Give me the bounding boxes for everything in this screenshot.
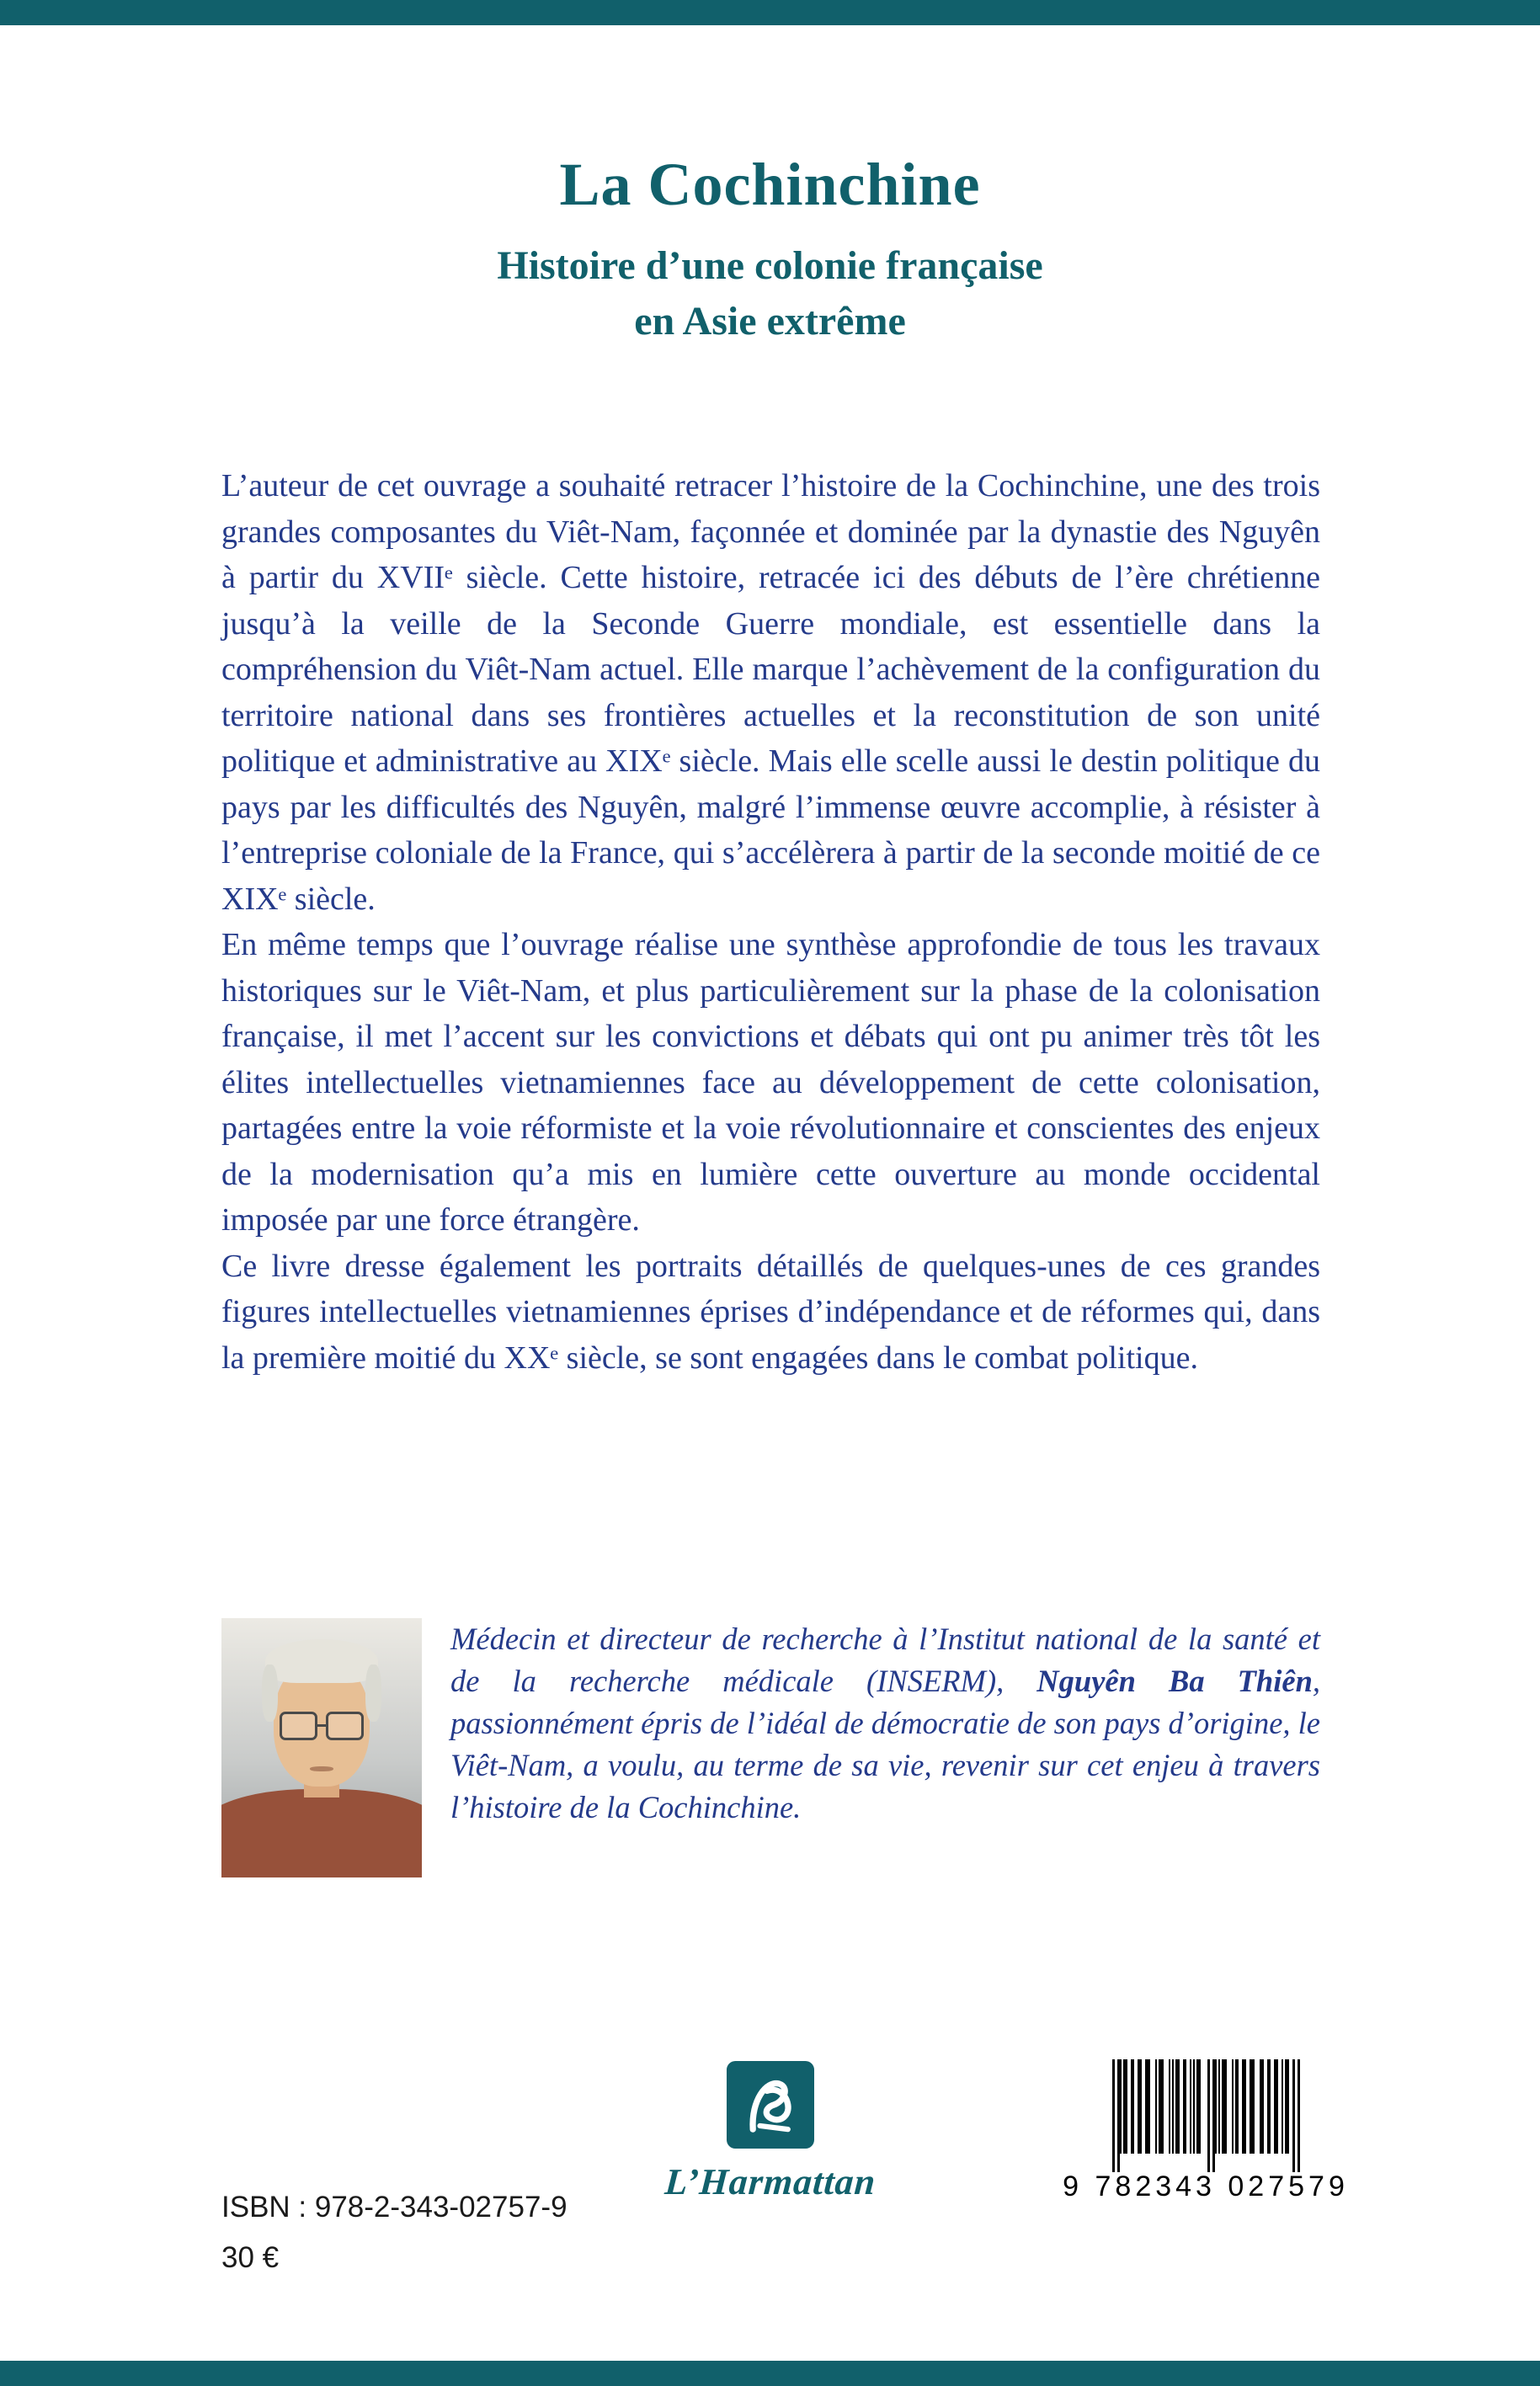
author-name: Nguyên Ba Thiên (1036, 1664, 1313, 1698)
harmattan-logo-icon (727, 2061, 814, 2149)
publisher-name: L’Harmattan (663, 2161, 877, 2202)
photo-glasses-shape (280, 1714, 364, 1738)
publisher-logo-block (619, 2061, 922, 2203)
photo-shirt-shape (221, 1789, 422, 1877)
synopsis (221, 463, 1320, 1381)
book-subtitle (0, 238, 1540, 349)
synopsis-paragraph-3: Ce livre dresse également les portraits détaillés de quelques-unes de ces grandes figures intellectuelles vietnamiennes éprises d’indépendance et de réformes qui, dans la première moitié du XXᵉ siècle, se sont engagées dans le combat politique. (221, 1248, 1320, 1376)
synopsis-paragraph-2: En même temps que l’ouvrage réalise une synthèse approfondie de tous les travaux historiques sur le Viêt-Nam, et plus particulièrement sur la phase de la colonisation française, il met l’accent sur les convictions et débats qui ont pu animer très tôt les élites intellectuelles vietnamiennes face au développement de cette colonisation, partagées entre la voie réformiste et la voie révolutionnaire et conscientes des enjeux de la modernisation qu’a mis en lumière cette ouverture au monde occidental imposée par une force étrangère. (221, 927, 1320, 1238)
subtitle-line-2: en Asie extrême (634, 299, 906, 344)
bio-text-lead: Médecin et directeur de recherche à l’Institut national de la santé et de la recherche médicale (INSERM), (450, 1622, 1320, 1698)
barcode-number: 9 782343 027579 (1063, 2170, 1349, 2202)
title-block (0, 150, 1540, 349)
synopsis-paragraph-1: L’auteur de cet ouvrage a souhaité retracer l’histoire de la Cochinchine, une des trois grandes composantes du Viêt-Nam, façonnée et dominée par la dynastie des Nguyên à partir du XVIIᵉ siècle. Cette histoire, retracée ici des débuts de l’ère chrétienne jusqu’à la veille de la Seconde Guerre mondiale, est essentielle dans la compréhension du Viêt-Nam actuel. Elle marque l’achèvement de la configuration du territoire national dans ses frontières actuelles et la reconstitution de son unité politique et administrative au XIXᵉ siècle. Mais elle scelle aussi le destin politique du pays par les difficultés des Nguyên, malgré l’immense œuvre accomplie, à résister à l’entreprise coloniale de la France, qui s’accélèrera à partir de la seconde moitié de ce XIXᵉ siècle. (221, 468, 1320, 917)
isbn-text: ISBN : 978-2-343-02757-9 (221, 2191, 568, 2224)
photo-hair-right-shape (365, 1664, 381, 1722)
photo-glasses-left-lens (280, 1712, 317, 1740)
photo-hair-left-shape (262, 1664, 278, 1722)
author-bio-text (450, 1618, 1320, 1829)
subtitle-line-1: Histoire d’une colonie française (497, 243, 1043, 288)
photo-hair-shape (265, 1639, 377, 1683)
author-photo (221, 1618, 422, 1877)
top-border-bar (0, 0, 1540, 25)
photo-mouth-shape (310, 1766, 334, 1772)
isbn-price-block (221, 2182, 568, 2283)
bottom-border-bar (0, 2361, 1540, 2386)
photo-glasses-right-lens (326, 1712, 364, 1740)
photo-glasses-bridge (317, 1724, 325, 1727)
bio-text-tail: , passionnément épris de l’idéal de démocratie de son pays d’origine, le Viêt-Nam, a voulu, au terme de sa vie, revenir sur cet enjeu à travers l’histoire de la Cochinchine. (450, 1664, 1320, 1824)
price-text: 30 € (221, 2241, 280, 2274)
book-title: La Cochinchine (559, 151, 981, 218)
barcode (1063, 2059, 1349, 2202)
barcode-bars (1063, 2059, 1349, 2172)
barcode-bar (1298, 2059, 1300, 2172)
